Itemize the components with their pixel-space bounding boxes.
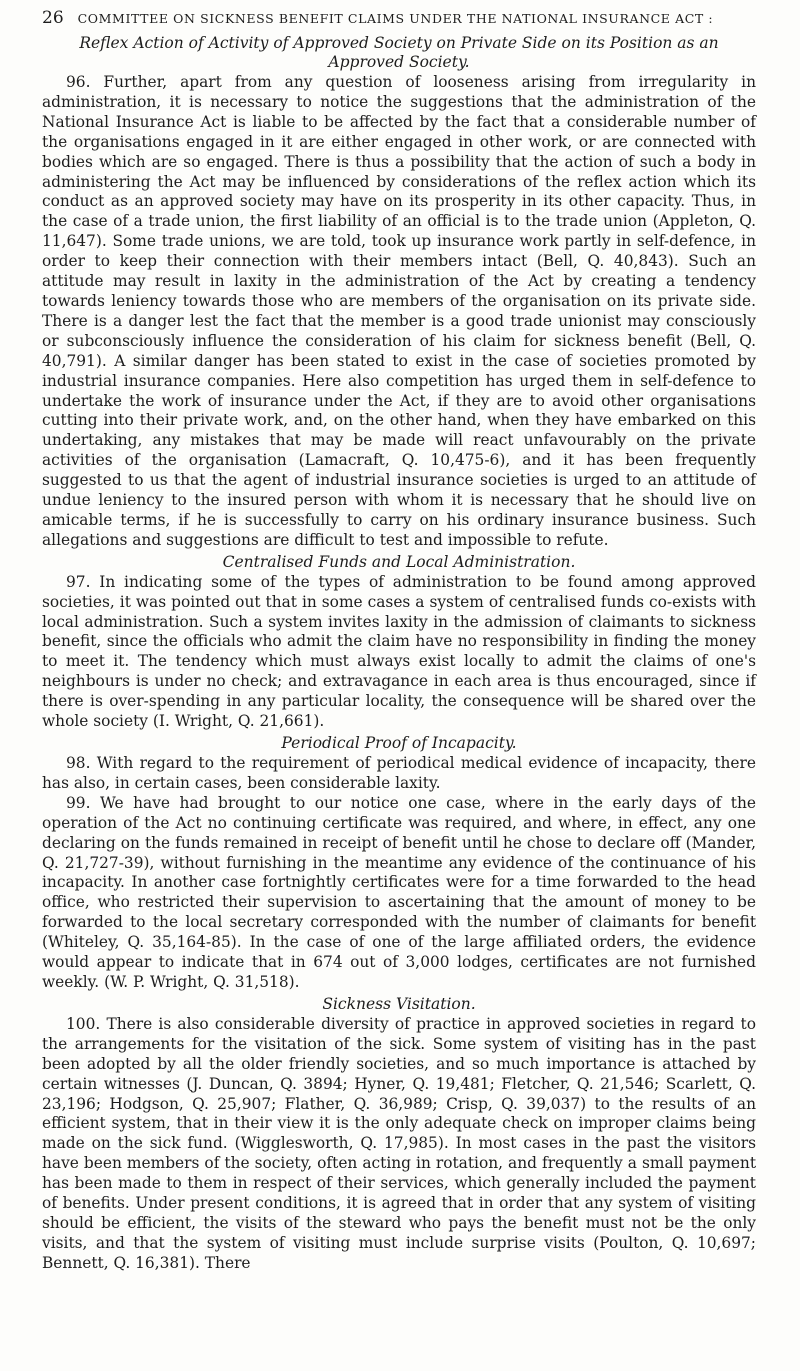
- section-heading: Periodical Proof of Incapacity.: [281, 734, 517, 752]
- section-heading: Reflex Action of Activity of Approved Society on Private Side on its Position as an Approved Society.: [79, 34, 719, 71]
- section-heading: Centralised Funds and Local Administration.: [222, 552, 576, 571]
- section-heading: Sickness Visitation.: [322, 994, 476, 1013]
- section-centralised-funds: [42, 553, 756, 732]
- section-periodical-proof: [42, 734, 756, 993]
- paragraph-99: 99. We have had brought to our notice one case, where in the early days of the operation of the Act no continuing certificate was required, and where, in effect, any one declaring on the funds remained in receipt of benefit until he chose to declare off (Mander, Q. 21,727-39), without furnishing in the meantime any evidence of the continuance of his incapacity. In another case fortnightly certificates were for a time forwarded to the head office, who restricted their supervision to ascertaining that the amount of money to be forwarded to the local secretary corresponded with the number of claimants for benefit (Whiteley, Q. 35,164-85). In the case of one of the large affiliated orders, the evidence would appear to indicate that in 674 out of 3,000 lodges, certificates are not furnished weekly. (W. P. Wright, Q. 31,518).: [42, 793, 756, 991]
- section-sickness-visitation: [42, 995, 756, 1274]
- paragraph-97: 97. In indicating some of the types of administration to be found among approved societies, it was pointed out that in some cases a system of centralised funds co-exists with local administration. Such a system invites laxity in the admission of claimants to sickness benefit, since the officials who admit the claim have no responsibility in finding the money to meet it. The tendency which must always exist locally to admit the claims of one's neighbours is under no check; and extravagance in each area is thus encouraged, since if there is over-spending in any particular locality, the consequence will be shared over the whole society (I. Wright, Q. 21,661).: [42, 572, 756, 731]
- running-header: [42, 8, 756, 28]
- paragraph-98: 98. With regard to the requirement of periodical medical evidence of incapacity, there has also, in certain cases, been considerable laxity.: [42, 754, 756, 792]
- running-title: COMMITTEE ON SICKNESS BENEFIT CLAIMS UNDER THE NATIONAL INSURANCE ACT :: [77, 11, 714, 26]
- section-reflex-action: [42, 34, 756, 551]
- paragraph-100: 100. There is also considerable diversity of practice in approved societies in regard to the arrangements for the visitation of the sick. Some system of visiting has in the past been adopted by all the older friendly societies, and so much importance is attached by certain witnesses (J. Duncan, Q. 3894; Hyner, Q. 19,481; Fletcher, Q. 21,546; Scarlett, Q. 23,196; Hodgson, Q. 25,907; Flather, Q. 36,989; Crisp, Q. 39,037) to the results of an efficient system, that in their view it is the only adequate check on improper claims being made on the sick fund. (Wigglesworth, Q. 17,985). In most cases in the past the visitors have been members of the society, often acting in rotation, and frequently a small payment has been made to them in respect of their services, which generally included the payment of benefits. Under present conditions, it is agreed that in order that any system of visiting should be efficient, the visits of the steward who pays the benefit must not be the only visits, and that the system of visiting must include surprise visits (Poulton, Q. 10,697; Bennett, Q. 16,381). There: [42, 1014, 756, 1272]
- page-number: 26: [42, 8, 64, 28]
- paragraph-96: 96. Further, apart from any question of looseness arising from irregularity in administration, it is necessary to notice the suggestions that the administration of the National Insurance Act is liable to be affected by the fact that a considerable number of the organisations engaged in it are either engaged in other work, or are connected with bodies which are so engaged. There is thus a possibility that the action of such a body in administering the Act may be influenced by considerations of the reflex action which its conduct as an approved society may have on its prosperity in its other capacity. Thus, in the case of a trade union, the first liability of an official is to the trade union (Appleton, Q. 11,647). Some trade unions, we are told, took up insurance work partly in self-defence, in order to keep their connection with their members intact (Bell, Q. 40,843). Such an attitude may result in laxity in the administration of the Act by creating a tendency towards leniency towards those who are members of the organisation on its private side. There is a danger lest the fact that the member is a good trade unionist may consciously or subconsciously influence the consideration of his claim for sickness benefit (Bell, Q. 40,791). A similar danger has been stated to exist in the case of societies promoted by industrial insurance companies. Here also competition has urged them in self-defence to undertake the work of insurance under the Act, if they are to avoid other organisations cutting into their private work, and, on the other hand, when they have embarked on this undertaking, any mistakes that may be made will react unfavourably on the private activities of the organisation (Lamacraft, Q. 10,475-6), and it has been frequently suggested to us that the agent of industrial insurance societies is urged to an attitude of undue leniency to the insured person with whom it is necessary that he should live on amicable terms, if he is successfully to carry on his ordinary insurance business. Such allegations and suggestions are difficult to test and impossible to refute.: [42, 73, 756, 549]
